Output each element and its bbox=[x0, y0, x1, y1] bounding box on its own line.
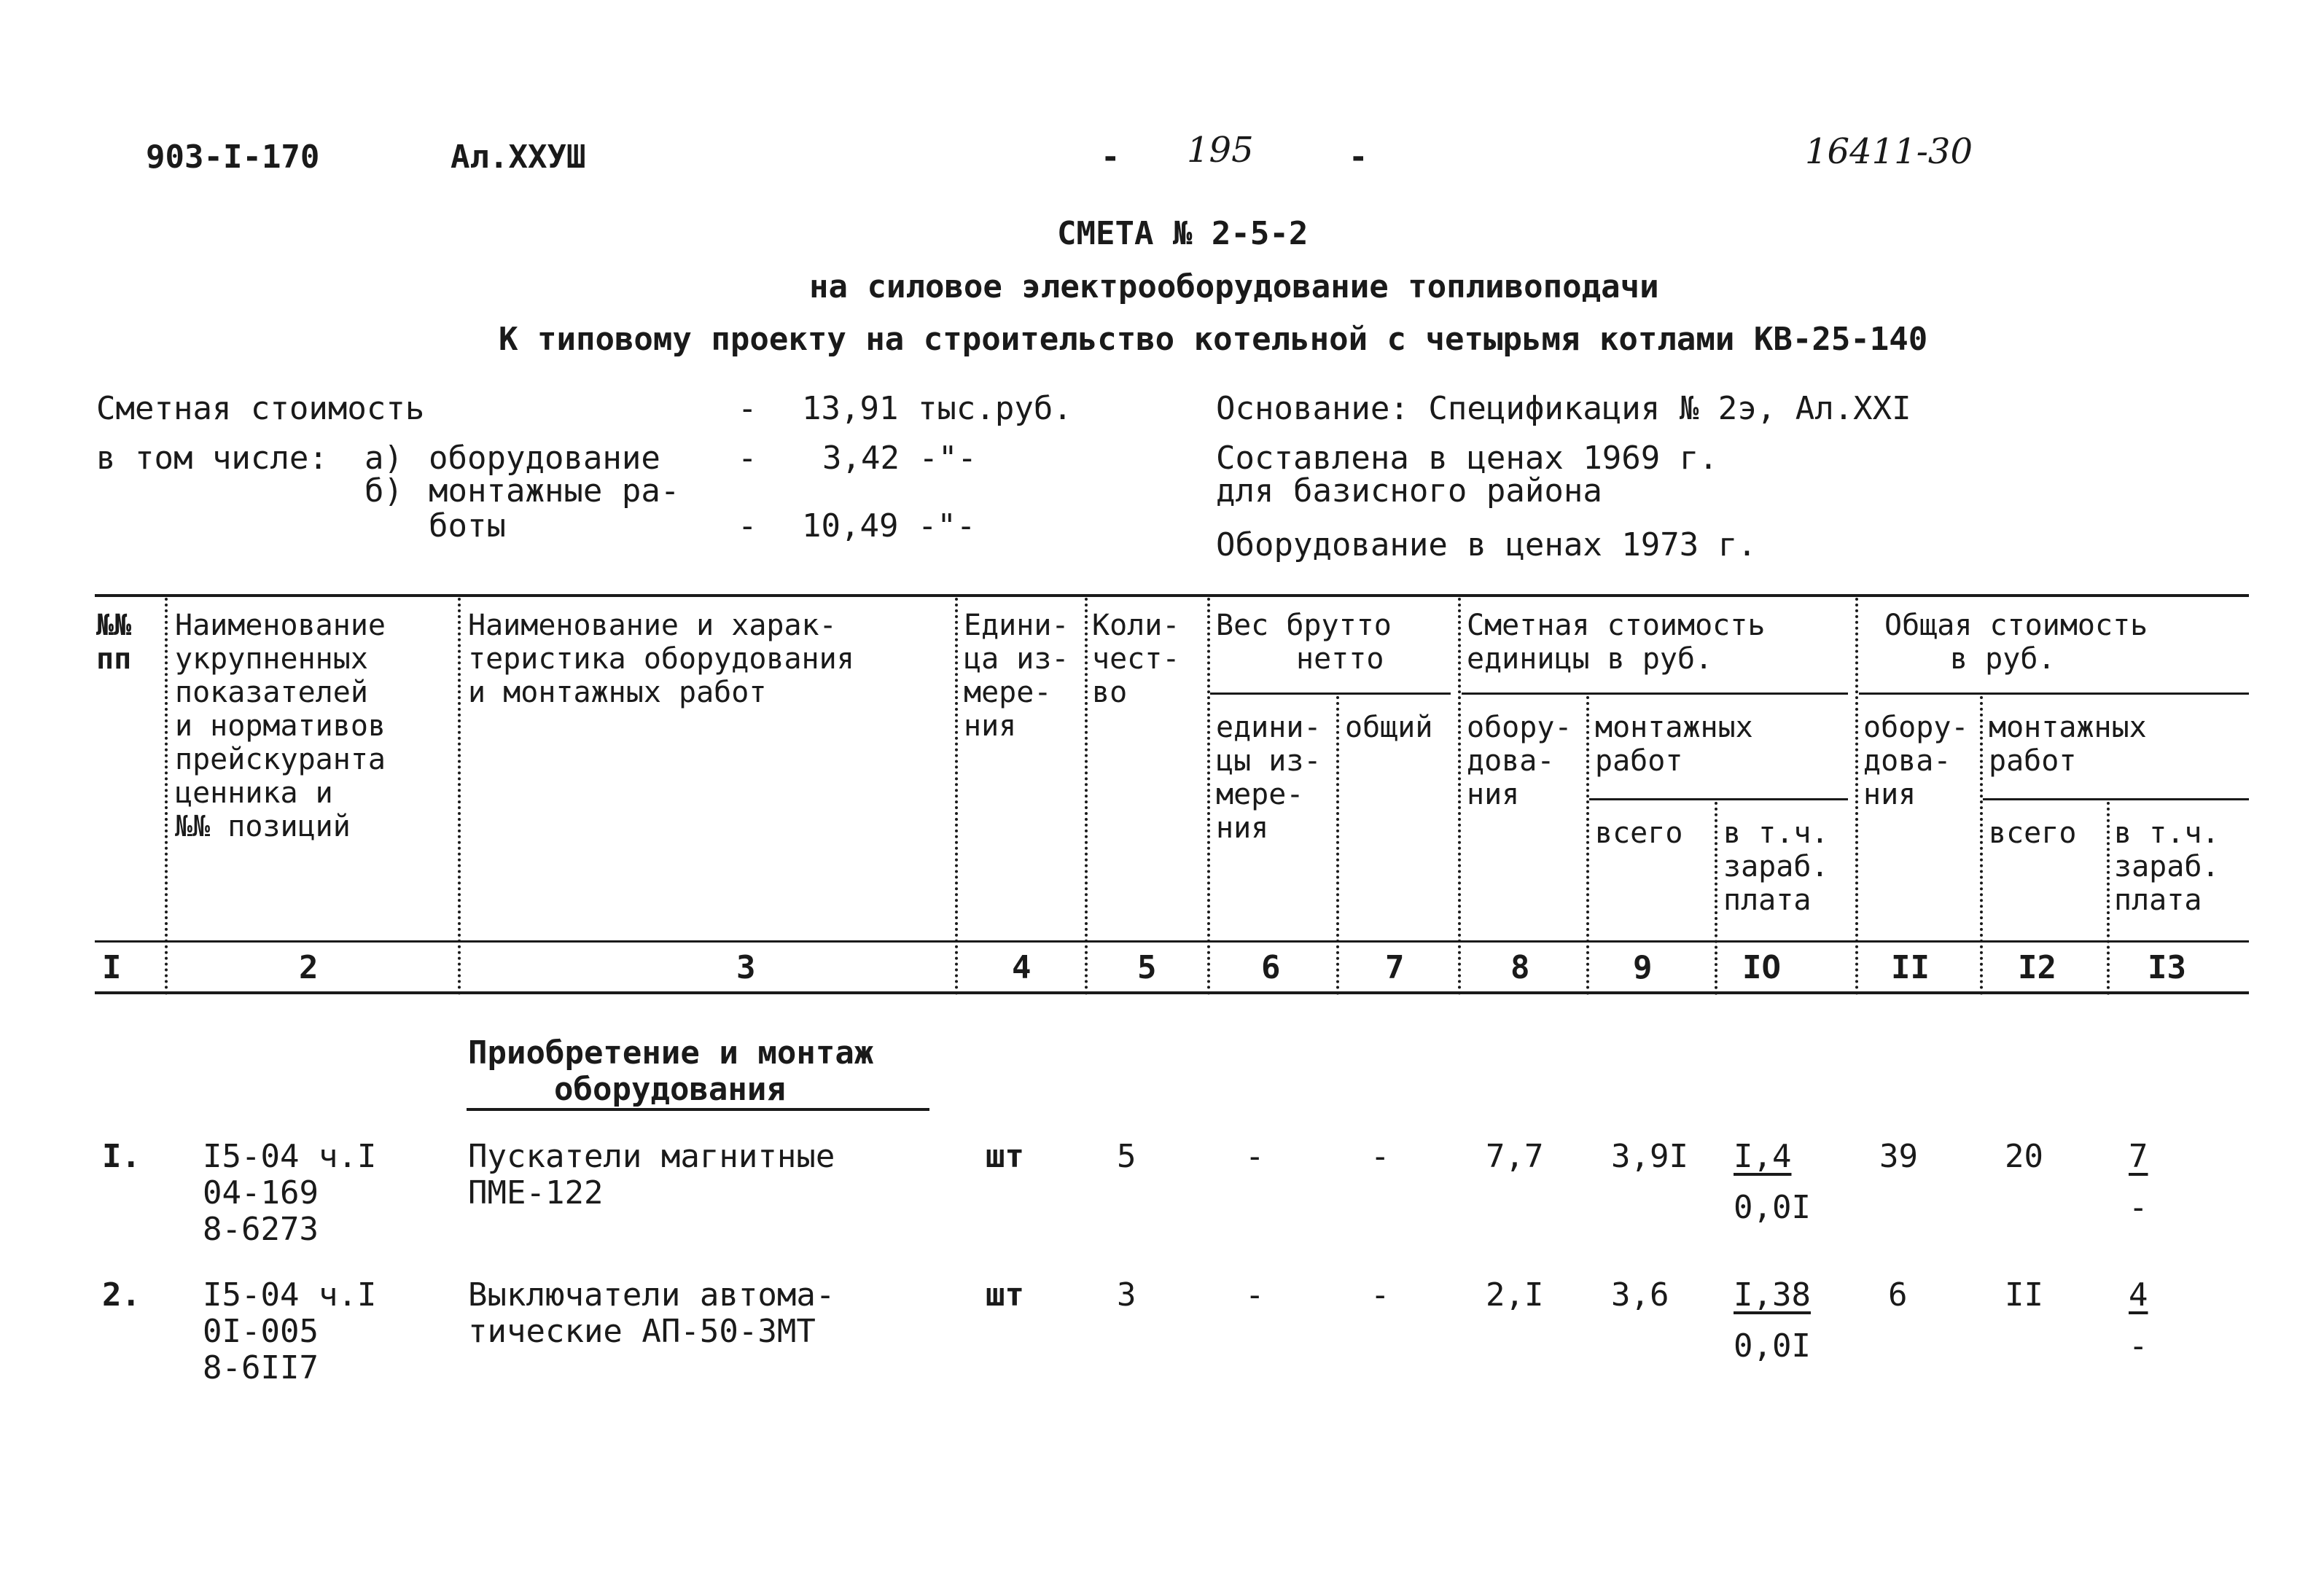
colnum-13: I3 bbox=[2148, 949, 2186, 986]
header-totalcost bbox=[1884, 609, 2148, 676]
header-col13 bbox=[2114, 816, 2220, 917]
header-unitcost-mount-line: монтажных bbox=[1595, 711, 1753, 744]
header-col3-line: Наименование и харак- bbox=[468, 609, 837, 642]
page-number: 195 bbox=[1187, 130, 1254, 171]
col-sep-3 bbox=[955, 598, 958, 995]
header-col5-line: Коли- bbox=[1092, 609, 1180, 642]
header-col12 bbox=[1989, 816, 2076, 850]
row-name-line: Выключатели автома- bbox=[468, 1276, 835, 1314]
row-wage-unit bbox=[1734, 1277, 1811, 1365]
row-code-line: 8-6273 bbox=[203, 1211, 319, 1248]
header-unitcost bbox=[1467, 609, 1765, 676]
header-col8-line: ния bbox=[1467, 778, 1520, 811]
basis-text: Основание: Спецификация № 2э, Ал.XXI bbox=[1216, 390, 1911, 427]
estimate-project: К типовому проекту на строительство котельной с четырьмя котлами КВ-25-140 bbox=[499, 321, 1928, 358]
col-sep-11 bbox=[1980, 696, 1983, 995]
estimate-subtitle: на силовое электрооборудование топливоподачи bbox=[809, 268, 1659, 305]
header-col13-line: в т.ч. bbox=[2114, 816, 2220, 850]
item-a-label: оборудование bbox=[429, 440, 660, 477]
row-wage-unit-sub: 0,0I bbox=[1734, 1327, 1811, 1365]
colnum-3: 3 bbox=[736, 949, 756, 986]
item-b-dash: - bbox=[738, 507, 757, 545]
header-col13-line: зараб. bbox=[2114, 850, 2220, 883]
row-wage-unit-main: I,4 bbox=[1734, 1138, 1792, 1175]
row-name-line: Пускатели магнитные bbox=[468, 1138, 835, 1175]
row-number: 2. bbox=[102, 1276, 141, 1314]
header-col8-line: дова- bbox=[1467, 744, 1555, 778]
prices-line-2: для базисного района bbox=[1216, 472, 1602, 510]
header-col6 bbox=[1216, 711, 1322, 845]
colnum-4: 4 bbox=[1012, 949, 1032, 986]
colnum-12: I2 bbox=[2018, 949, 2056, 986]
header-col10-line: зараб. bbox=[1723, 850, 1829, 883]
row-wage-unit-sub: 0,0I bbox=[1734, 1189, 1811, 1226]
header-col2-line: и нормативов bbox=[175, 709, 386, 743]
header-col2-line: Наименование bbox=[175, 609, 386, 642]
col-sep-10 bbox=[1855, 598, 1858, 995]
page-dash-left: - bbox=[1101, 138, 1120, 176]
header-col11-line: дова- bbox=[1863, 744, 1951, 778]
header-totalcost-mount bbox=[1989, 711, 2147, 778]
row-mounting-total: II bbox=[2005, 1276, 2043, 1314]
item-b-marker: б) bbox=[364, 472, 403, 510]
header-totalcost-mount-line: работ bbox=[1989, 744, 2077, 778]
colnum-7: 7 bbox=[1385, 949, 1405, 986]
row-equipment-total: 6 bbox=[1888, 1276, 1908, 1314]
header-col5-line: чест- bbox=[1092, 642, 1180, 676]
prices-line-1: Составлена в ценах 1969 г. bbox=[1216, 440, 1718, 477]
colnum-6: 6 bbox=[1261, 949, 1281, 986]
colnum-8: 8 bbox=[1510, 949, 1530, 986]
header-weight-line: нетто bbox=[1296, 642, 1384, 676]
header-col10-line: в т.ч. bbox=[1723, 816, 1829, 850]
header-unitcost-line: единицы в руб. bbox=[1467, 642, 1713, 676]
header-col7 bbox=[1345, 711, 1432, 744]
header-col2-line: прейскуранта bbox=[175, 743, 386, 776]
section-title bbox=[468, 1035, 873, 1108]
col-sep-4 bbox=[1085, 598, 1088, 995]
estimate-title: СМЕТА № 2-5-2 bbox=[1057, 215, 1309, 252]
header-col8 bbox=[1467, 711, 1572, 811]
header-col1-line: пп bbox=[96, 642, 132, 676]
table-top-border bbox=[95, 594, 2249, 597]
row-code-line: I5-04 ч.I bbox=[203, 1138, 377, 1175]
header-totalcost-line: Общая стоимость bbox=[1884, 609, 2148, 642]
album-number: Ал.XXУШ bbox=[451, 138, 586, 176]
header-col4-line: Едини- bbox=[964, 609, 1069, 642]
row-weight-total: - bbox=[1370, 1138, 1390, 1175]
colnum-2: 2 bbox=[299, 949, 319, 986]
header-col9-line: всего bbox=[1595, 816, 1683, 850]
header-col2-line: №№ позиций bbox=[175, 810, 351, 843]
header-col1 bbox=[96, 609, 131, 676]
header-col6-line: едини- bbox=[1216, 711, 1322, 744]
cost-label: Сметная стоимость bbox=[96, 390, 425, 427]
row-wage-total-sub: - bbox=[2129, 1189, 2148, 1226]
header-col5-line: во bbox=[1092, 676, 1128, 709]
row-name bbox=[468, 1139, 835, 1212]
row-wage-total bbox=[2129, 1277, 2170, 1365]
header-unitcost-mount-line: работ bbox=[1595, 744, 1683, 778]
header-col3-line: и монтажных работ bbox=[468, 676, 767, 709]
col-sep-9 bbox=[1715, 802, 1717, 995]
section-title-underline bbox=[467, 1108, 929, 1111]
row-wage-total-main: 4 bbox=[2129, 1276, 2148, 1314]
header-unitcost-line: Сметная стоимость bbox=[1467, 609, 1766, 642]
section-title-line-1: Приобретение и монтаж bbox=[468, 1034, 874, 1072]
header-col4 bbox=[964, 609, 1069, 743]
header-col11-line: обору- bbox=[1863, 711, 1969, 744]
row-wage-unit bbox=[1734, 1139, 1811, 1226]
item-b-label-1: монтажные ра- bbox=[429, 472, 680, 510]
header-col4-line: ца из- bbox=[964, 642, 1069, 676]
row-equipment-total: 39 bbox=[1879, 1138, 1918, 1175]
colnum-5: 5 bbox=[1137, 949, 1157, 986]
col-sep-12 bbox=[2107, 802, 2110, 995]
col-sep-5 bbox=[1207, 598, 1210, 995]
header-totalcost-line: в руб. bbox=[1950, 642, 2056, 676]
header-col7-line: общий bbox=[1345, 711, 1433, 744]
header-col2-line: показателей bbox=[175, 676, 368, 709]
header-col4-line: мере- bbox=[964, 676, 1052, 709]
header-totalcost-mount-line: монтажных bbox=[1989, 711, 2147, 744]
header-col9 bbox=[1595, 816, 1682, 850]
header-col2 bbox=[175, 609, 386, 843]
item-b-label-2: боты bbox=[429, 507, 506, 545]
row-mounting-total: 20 bbox=[2005, 1138, 2043, 1175]
totalcost-mount-subheader-line bbox=[1983, 798, 2249, 800]
colnum-10: IO bbox=[1742, 949, 1781, 986]
col-sep-7 bbox=[1458, 598, 1461, 995]
header-col13-line: плата bbox=[2114, 883, 2202, 917]
col-sep-1 bbox=[165, 598, 168, 995]
col-sep-2 bbox=[458, 598, 461, 995]
header-col6-line: мере- bbox=[1216, 778, 1304, 811]
col-sep-6 bbox=[1336, 696, 1339, 995]
header-col11-line: ния bbox=[1863, 778, 1916, 811]
row-code-line: 04-169 bbox=[203, 1174, 319, 1212]
row-codes bbox=[203, 1277, 376, 1386]
colnum-1: I bbox=[102, 949, 122, 986]
row-qty: 5 bbox=[1117, 1138, 1136, 1175]
header-weight-line: Вес брутто bbox=[1216, 609, 1392, 642]
row-equipment-unit: 2,I bbox=[1486, 1276, 1544, 1314]
row-qty: 3 bbox=[1117, 1276, 1136, 1314]
row-unit: шт bbox=[986, 1138, 1024, 1175]
row-mounting-unit: 3,6 bbox=[1611, 1276, 1669, 1314]
row-number: I. bbox=[102, 1138, 141, 1175]
inventory-number: 16411-30 bbox=[1805, 131, 1973, 172]
number-row-bottom-border bbox=[95, 991, 2249, 994]
unitcost-mount-subheader-line bbox=[1589, 798, 1848, 800]
header-col4-line: ния bbox=[964, 709, 1017, 743]
row-wage-total-sub: - bbox=[2129, 1327, 2148, 1365]
row-weight-total: - bbox=[1370, 1276, 1390, 1314]
row-unit: шт bbox=[986, 1276, 1024, 1314]
cost-dash: - bbox=[738, 390, 757, 427]
header-unitcost-mount bbox=[1595, 711, 1753, 778]
row-name-line: тические АП-50-3МТ bbox=[468, 1313, 816, 1350]
weight-subheader-line bbox=[1210, 692, 1451, 695]
row-name-line: ПМЕ-122 bbox=[468, 1174, 604, 1212]
colnum-9: 9 bbox=[1633, 949, 1653, 986]
unitcost-subheader-line bbox=[1462, 692, 1848, 695]
header-col3 bbox=[468, 609, 854, 709]
header-col6-line: цы из- bbox=[1216, 744, 1322, 778]
item-a-value: 3,42 -"- bbox=[822, 440, 977, 477]
row-mounting-unit: 3,9I bbox=[1611, 1138, 1688, 1175]
row-weight-unit: - bbox=[1245, 1138, 1265, 1175]
equipment-prices: Оборудование в ценах 1973 г. bbox=[1216, 526, 1757, 563]
col-sep-8 bbox=[1586, 696, 1589, 995]
header-col1-line: №№ bbox=[96, 609, 132, 642]
header-col10 bbox=[1723, 816, 1829, 917]
header-col3-line: теристика оборудования bbox=[468, 642, 854, 676]
header-col8-line: обору- bbox=[1467, 711, 1572, 744]
item-b-value: 10,49 -"- bbox=[802, 507, 976, 545]
page-dash-right: - bbox=[1349, 138, 1368, 176]
doc-code: 903-I-170 bbox=[146, 138, 320, 176]
header-col11 bbox=[1863, 711, 1969, 811]
cost-value: 13,91 тыс.руб. bbox=[802, 390, 1072, 427]
colnum-11: II bbox=[1891, 949, 1930, 986]
row-codes bbox=[203, 1139, 376, 1248]
header-col12-line: всего bbox=[1989, 816, 2077, 850]
row-weight-unit: - bbox=[1245, 1276, 1265, 1314]
row-equipment-unit: 7,7 bbox=[1486, 1138, 1544, 1175]
row-code-line: 0I-005 bbox=[203, 1313, 319, 1350]
header-col10-line: плата bbox=[1723, 883, 1812, 917]
header-bottom-border bbox=[95, 940, 2249, 943]
header-col2-line: ценника и bbox=[175, 776, 333, 810]
row-wage-total-main: 7 bbox=[2129, 1138, 2148, 1175]
row-code-line: I5-04 ч.I bbox=[203, 1276, 377, 1314]
header-weight bbox=[1216, 609, 1392, 676]
row-code-line: 8-6II7 bbox=[203, 1349, 319, 1386]
totalcost-subheader-line bbox=[1859, 692, 2249, 695]
including-label: в том числе: bbox=[96, 440, 328, 477]
item-a-marker: а) bbox=[364, 440, 403, 477]
item-a-dash: - bbox=[738, 440, 757, 477]
row-name bbox=[468, 1277, 835, 1350]
header-col2-line: укрупненных bbox=[175, 642, 368, 676]
header-col5 bbox=[1092, 609, 1179, 709]
header-col6-line: ния bbox=[1216, 811, 1269, 845]
row-wage-unit-main: I,38 bbox=[1734, 1276, 1811, 1314]
section-title-line-2: оборудования bbox=[554, 1071, 786, 1108]
row-wage-total bbox=[2129, 1139, 2177, 1226]
